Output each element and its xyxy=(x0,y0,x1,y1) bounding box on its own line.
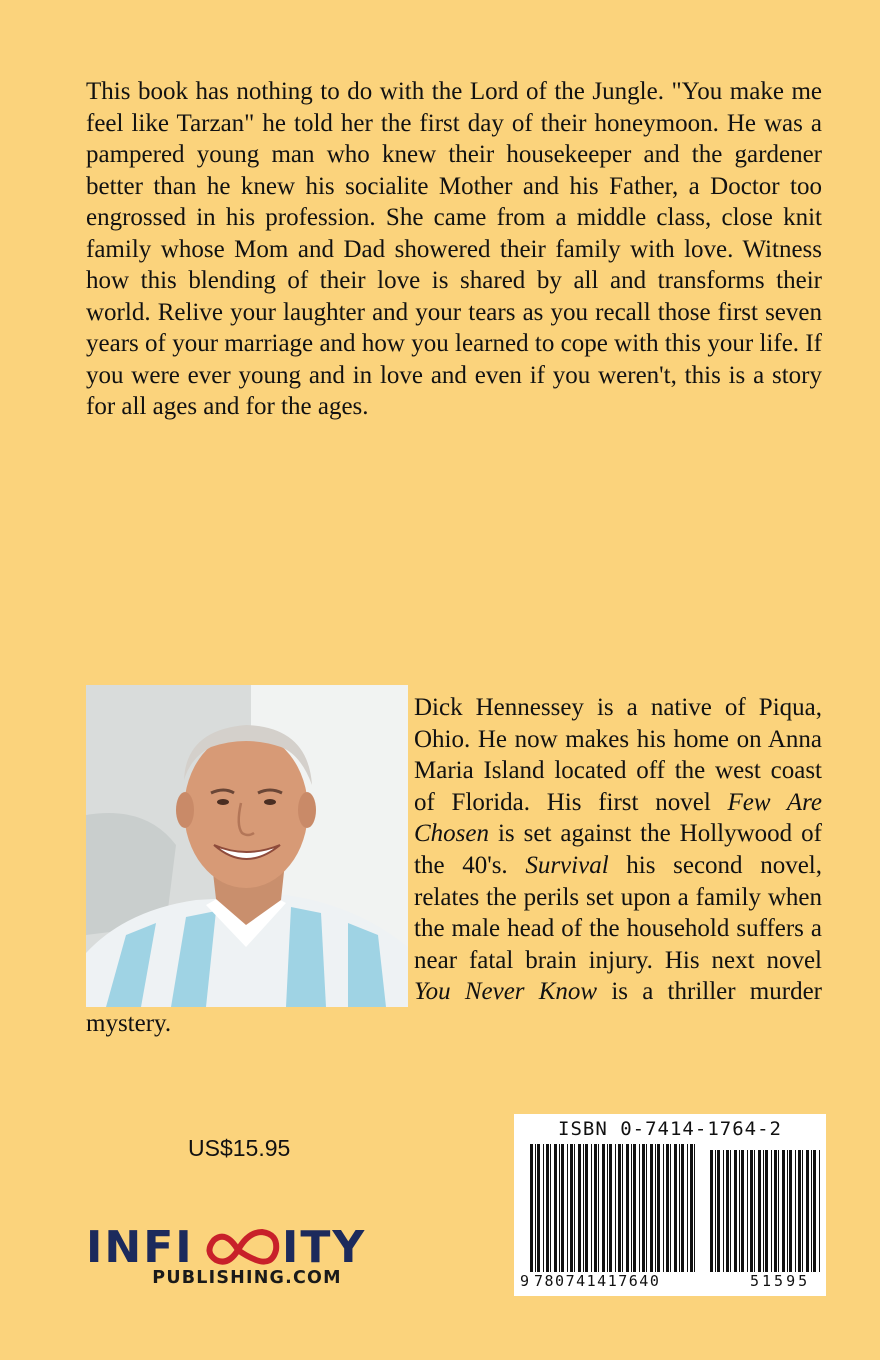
barcode-bar xyxy=(650,1144,653,1272)
barcode-bar xyxy=(546,1144,549,1272)
barcode-bar xyxy=(631,1144,632,1272)
barcode-bar xyxy=(681,1144,684,1272)
barcode-bar xyxy=(626,1144,629,1272)
barcode-addon-digits: 51595 xyxy=(750,1272,811,1290)
barcode-bar xyxy=(583,1144,584,1272)
barcode-bar xyxy=(646,1144,647,1272)
barcode-bar xyxy=(774,1150,777,1272)
price-label: US$15.95 xyxy=(188,1135,291,1161)
infinity-publishing-logo xyxy=(86,1222,408,1268)
barcode-bar xyxy=(674,1144,677,1272)
barcode-bar xyxy=(578,1144,581,1272)
barcode-bar xyxy=(726,1150,729,1272)
barcode-bar xyxy=(765,1150,768,1272)
barcode-bar xyxy=(763,1150,764,1272)
barcode-bar xyxy=(679,1144,680,1272)
barcode-bar xyxy=(710,1150,713,1272)
barcode-bar xyxy=(607,1144,608,1272)
barcode-bar xyxy=(530,1144,533,1272)
barcode-bar xyxy=(615,1144,616,1272)
barcode-bar xyxy=(537,1144,540,1272)
logo-text-ity: ITY xyxy=(282,1222,367,1268)
barcode-bar xyxy=(585,1144,588,1272)
barcode-bar xyxy=(559,1144,560,1272)
barcode-bar xyxy=(594,1144,597,1272)
barcode-bar xyxy=(670,1144,671,1272)
barcode-bar xyxy=(687,1144,688,1272)
barcode-bar xyxy=(789,1150,792,1272)
barcode-bar xyxy=(787,1150,788,1272)
barcode-bar xyxy=(778,1150,779,1272)
barcode-bar xyxy=(771,1150,772,1272)
barcode-bar xyxy=(802,1150,803,1272)
barcode-bar xyxy=(741,1150,744,1272)
infinity-symbol-icon xyxy=(209,1232,276,1262)
isbn-barcode xyxy=(514,1114,826,1296)
barcode-bar xyxy=(663,1144,664,1272)
barcode-bar xyxy=(618,1144,621,1272)
barcode-bar xyxy=(550,1144,551,1272)
bio-text-3: his second novel, relates the perils set upon a family when the male head of the household suffers a near fatal brain injury. His next novel xyxy=(414,851,822,974)
barcode-bar xyxy=(655,1144,656,1272)
barcode-bar xyxy=(690,1144,693,1272)
barcode-main-digits: 780741417640 xyxy=(534,1272,661,1290)
barcode-bar xyxy=(642,1144,645,1272)
bio-text-4: is a thriller murder mystery. xyxy=(86,978,822,1037)
barcode-bar xyxy=(806,1150,809,1272)
barcode-bar xyxy=(567,1144,568,1272)
barcode-bar xyxy=(639,1144,640,1272)
barcode-lead-digit: 9 xyxy=(520,1272,530,1290)
barcode-bar xyxy=(622,1144,623,1272)
barcode-bar xyxy=(798,1150,801,1272)
bio-title-you-never-know: You Never Know xyxy=(414,978,598,1006)
barcode-bar xyxy=(561,1144,564,1272)
barcode-bar xyxy=(574,1144,575,1272)
barcode-bar xyxy=(811,1150,812,1272)
barcode-bar xyxy=(782,1150,785,1272)
barcode-bar xyxy=(754,1150,755,1272)
bio-text-1: Dick Hennessey is a native of Piqua, Ohio. He now makes his home on Anna Maria Island located off the west coast of Florida. His first novel xyxy=(414,694,822,816)
barcode-bar xyxy=(602,1144,605,1272)
barcode-bar xyxy=(715,1150,716,1272)
barcode-bar xyxy=(694,1144,695,1272)
publisher-website: PUBLISHING.COM xyxy=(152,1268,342,1288)
barcode-bar xyxy=(758,1150,761,1272)
barcode-bar xyxy=(717,1150,720,1272)
bio-title-few-are-chosen: Few Are Chosen xyxy=(414,788,822,848)
bio-title-survival: Survival xyxy=(525,851,609,879)
barcode-bar xyxy=(795,1150,796,1272)
book-description: This book has nothing to do with the Lord of the Jungle. "You make me feel like Tarzan" he told her the first day of their honeymoon. He was a pampered young man who knew their housekeeper and the gardener better than he knew his socialite Mother and his Father, a Doctor too engrossed in his profession. She came from a middle class, close knit family whose Mom and Dad showered their family with love. Witness how this blending of their love is shared by all and transforms their world. Relive your laughter and your tears as you recall those first seven years of your marriage and how you learned to cope with this your life. If you were ever young and in love and even if you weren't, this is a story for all ages and for the ages. xyxy=(86,78,822,420)
barcode-bar xyxy=(609,1144,612,1272)
barcode-bar xyxy=(543,1144,544,1272)
barcode-bar xyxy=(734,1150,737,1272)
barcode-bar xyxy=(750,1150,753,1272)
barcode-bar xyxy=(598,1144,599,1272)
barcode-bar xyxy=(554,1144,557,1272)
barcode-bar xyxy=(591,1144,592,1272)
barcode-bars xyxy=(514,1114,826,1296)
barcode-bar xyxy=(819,1150,820,1272)
barcode-bar xyxy=(657,1144,660,1272)
barcode-bar xyxy=(535,1144,536,1272)
isbn-label: ISBN 0-7414-1764-2 xyxy=(558,1118,782,1140)
barcode-bar xyxy=(633,1144,636,1272)
barcode-bar xyxy=(666,1144,669,1272)
bio-text-2: is set against the Hollywood of the 40's. xyxy=(414,820,822,879)
barcode-bar xyxy=(723,1150,724,1272)
photo-spacer xyxy=(86,692,414,1006)
barcode-bar xyxy=(739,1150,740,1272)
barcode-bar xyxy=(730,1150,731,1272)
author-biography xyxy=(86,692,822,1040)
barcode-bar xyxy=(813,1150,816,1272)
logo-text-infi: INFI xyxy=(86,1222,194,1268)
barcode-bar xyxy=(570,1144,573,1272)
barcode-bar xyxy=(747,1150,748,1272)
